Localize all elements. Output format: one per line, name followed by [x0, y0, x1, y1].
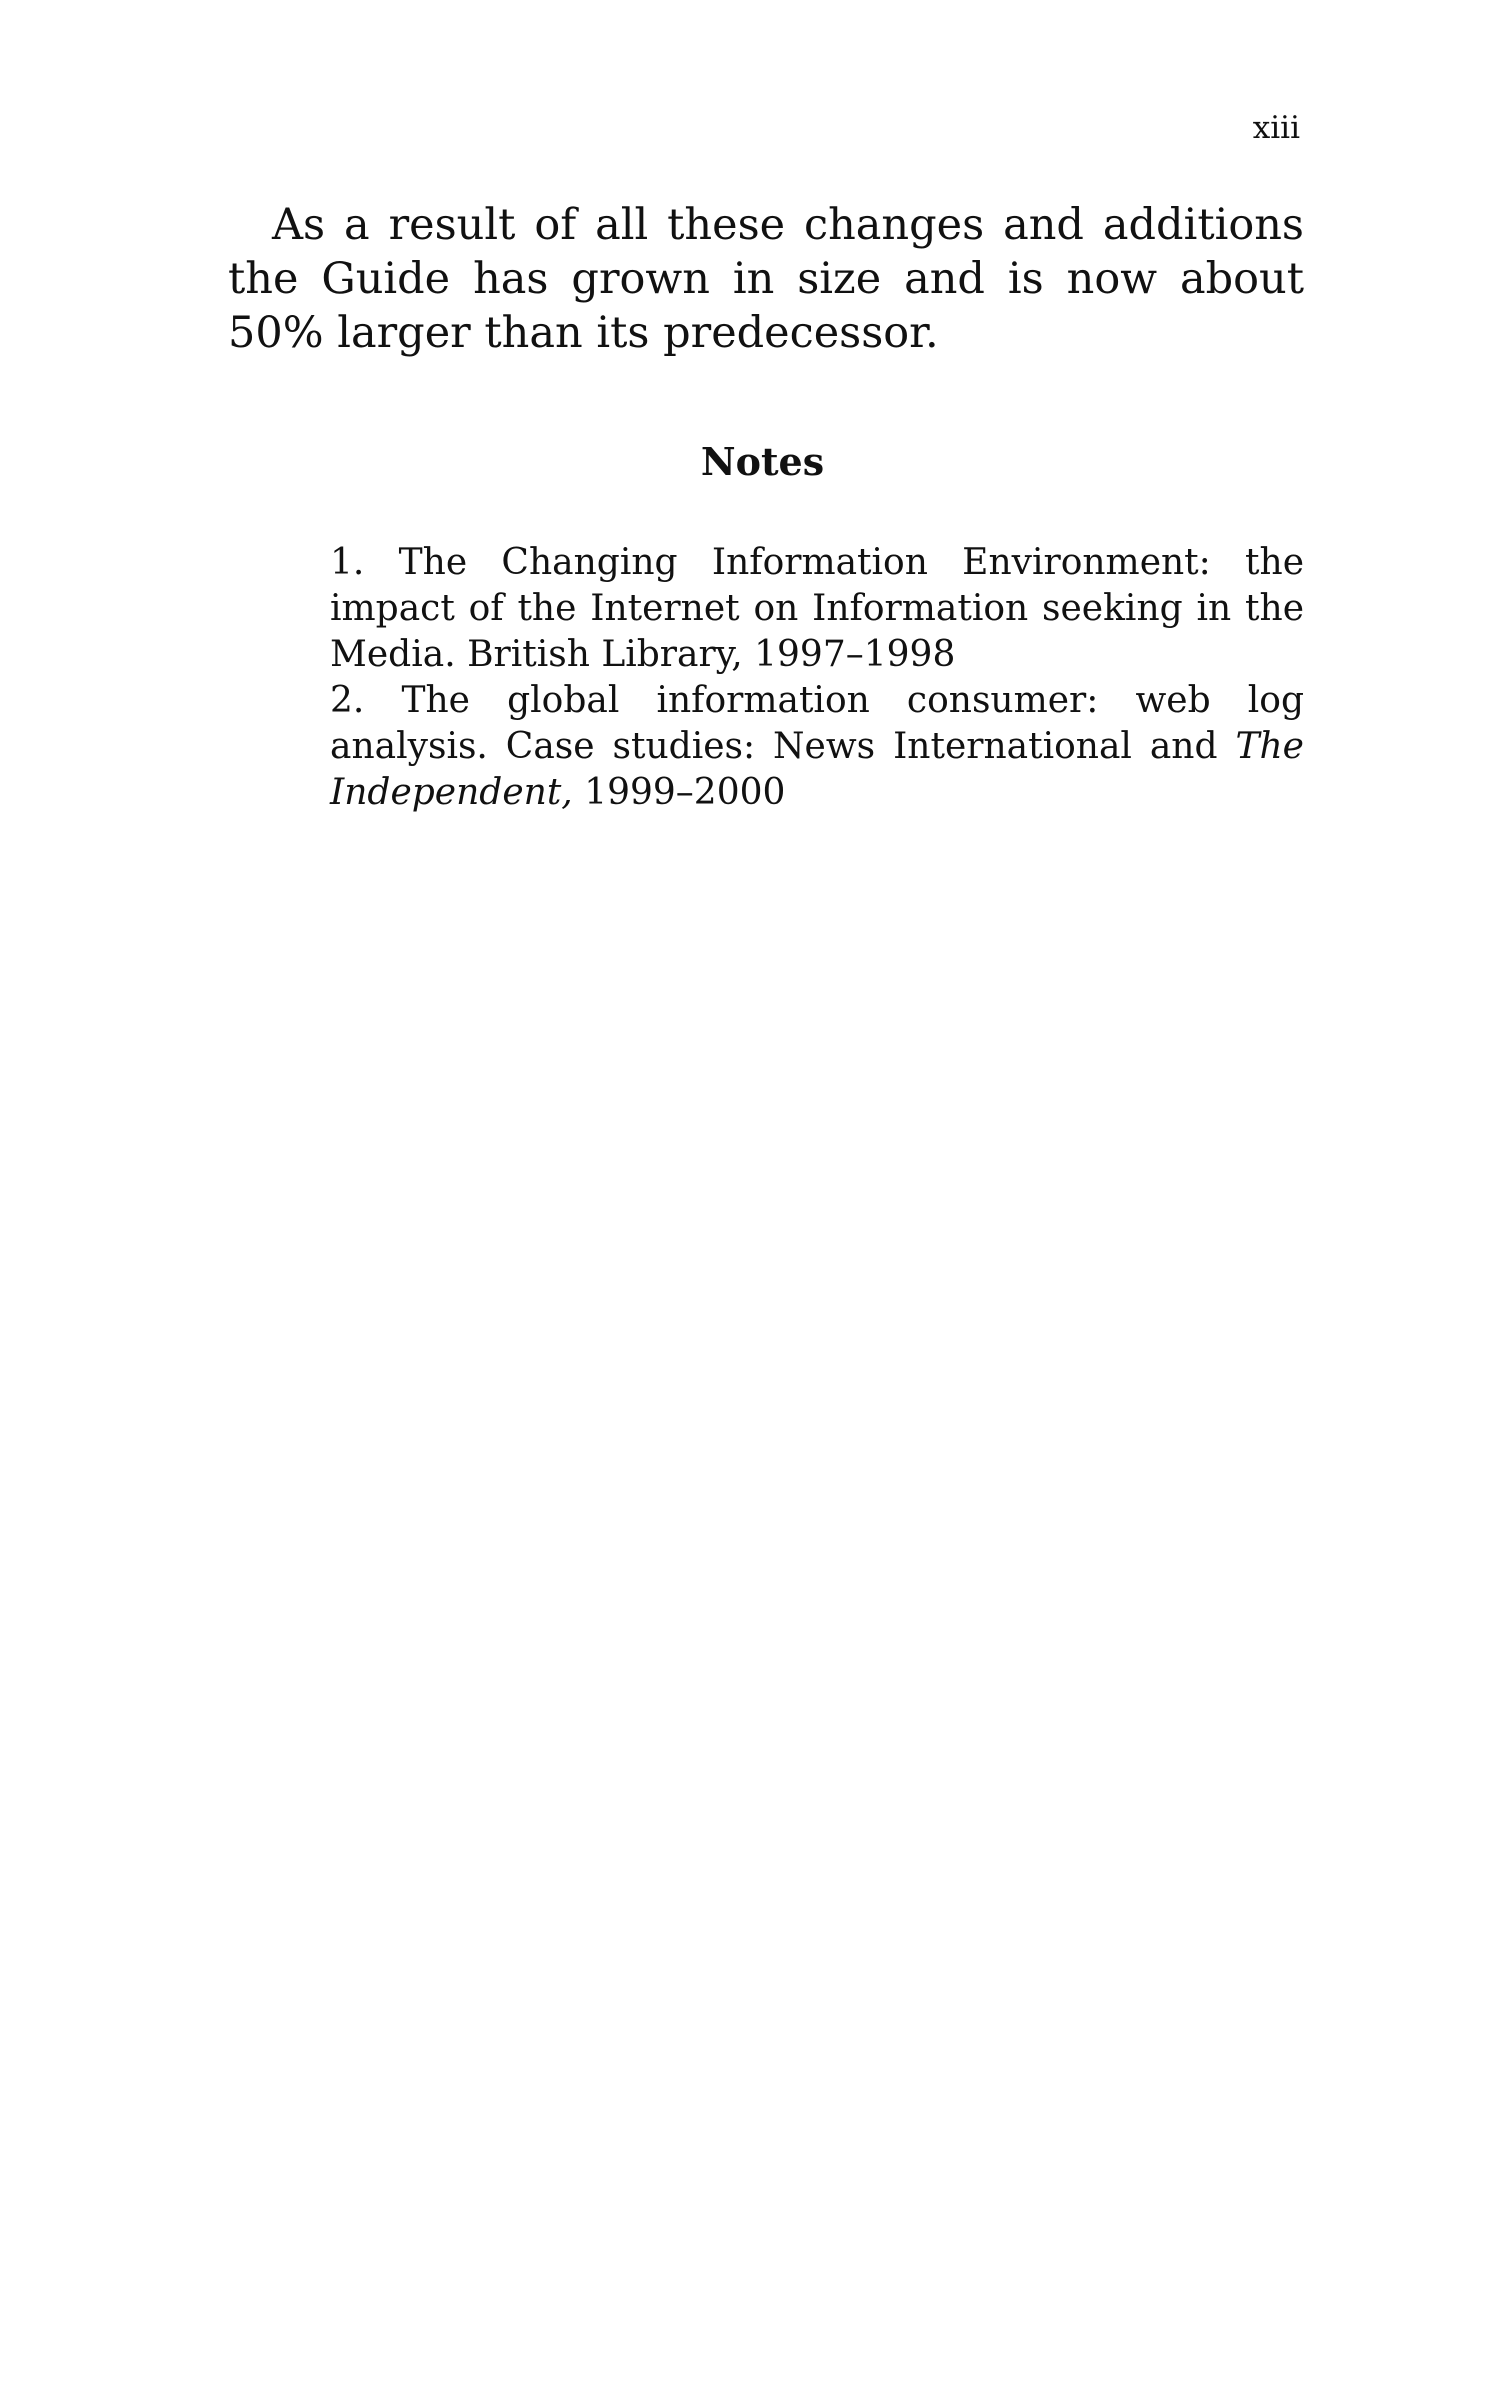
note-text: The Changing Information Environment: the impact of the Internet on Information seeking in the Media. British Library, 1997–1998 [330, 542, 1305, 675]
note-number: 1. [330, 542, 365, 583]
note-item-1 [330, 540, 1304, 678]
note-number: 2. [330, 680, 365, 721]
note-italic-title: The Independent, [330, 726, 1304, 813]
notes-list [330, 540, 1304, 816]
page-number: xiii [1252, 110, 1300, 146]
body-paragraph: As a result of all these changes and additions the Guide has grown in size and is now about 50% larger than its predecessor. [228, 200, 1304, 358]
note-text-end: 1999–2000 [572, 772, 786, 813]
note-item-2 [330, 678, 1304, 816]
notes-heading: Notes [700, 439, 825, 484]
note-text: The global information consumer: web log analysis. Case studies: News International and [330, 680, 1304, 767]
